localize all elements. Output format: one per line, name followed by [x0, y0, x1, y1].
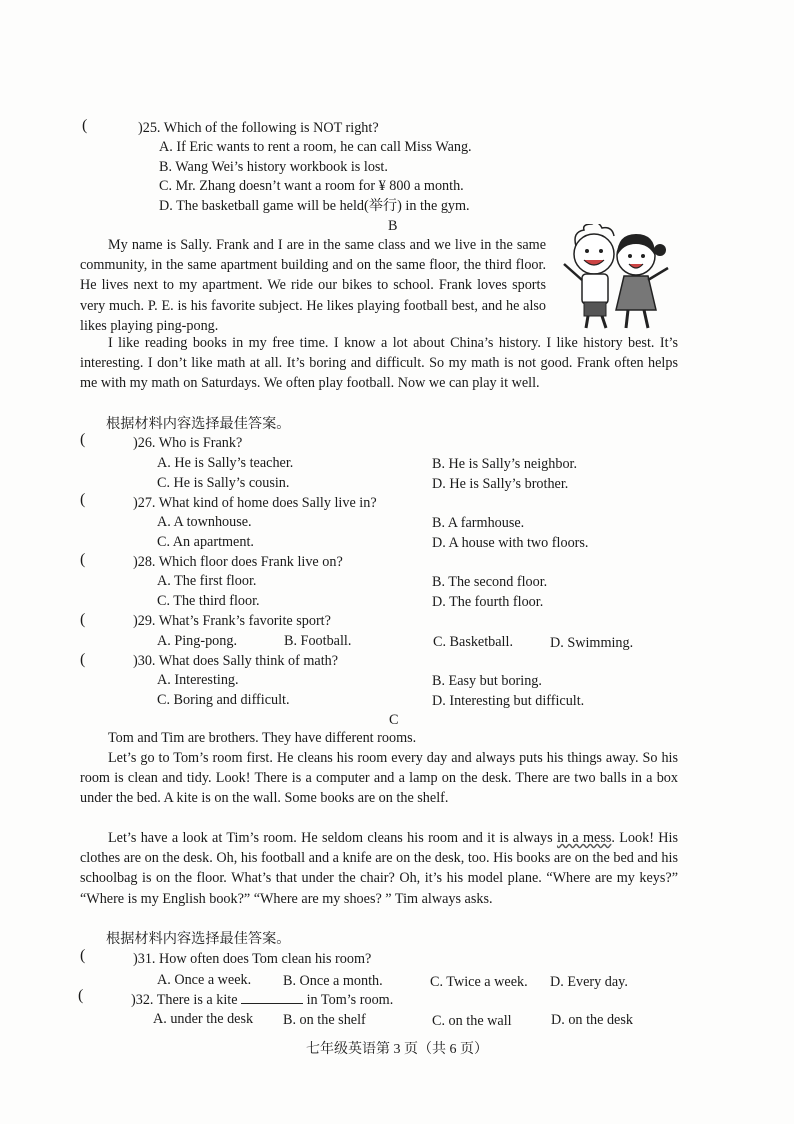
question-31-stem: )31. How often does Tom clean his room?: [133, 951, 372, 967]
passage-c-paragraph-2: [80, 748, 678, 809]
q27-option-c: C. An apartment.: [157, 534, 254, 550]
q28-option-c: C. The third floor.: [157, 593, 260, 609]
q31-option-d: D. Every day.: [550, 974, 628, 990]
question-25-stem: )25. Which of the following is NOT right?: [138, 120, 379, 136]
underlined-phrase: in a mess: [556, 830, 612, 846]
q32-stem-part-b: in Tom’s room.: [303, 992, 394, 1008]
cartoon-children-image: [556, 224, 674, 332]
answer-paren: (: [80, 491, 86, 508]
q25-option-b: B. Wang Wei’s history workbook is lost.: [159, 159, 388, 175]
question-28-stem: )28. Which floor does Frank live on?: [133, 554, 343, 570]
q32-stem-part-a: )32. There is a kite: [131, 992, 242, 1008]
q26-option-a: A. He is Sally’s teacher.: [157, 455, 294, 471]
passage-b-paragraph-1: [80, 235, 546, 336]
instruction-b: 根据材料内容选择最佳答案。: [106, 416, 291, 432]
q25-option-a: A. If Eric wants to rent a room, he can call Miss Wang.: [159, 139, 472, 155]
q32-option-a: A. under the desk: [153, 1011, 254, 1027]
q28-option-b: B. The second floor.: [432, 574, 548, 590]
question-32-stem: [131, 990, 393, 1010]
instruction-c: 根据材料内容选择最佳答案。: [106, 931, 291, 947]
q27-option-a: A. A townhouse.: [157, 514, 252, 530]
answer-paren: (: [82, 117, 88, 134]
q30-option-b: B. Easy but boring.: [432, 673, 542, 689]
page-footer: 七年级英语第 3 页（共 6 页）: [306, 1042, 488, 1057]
passage-c-paragraph-1: [80, 728, 678, 748]
q26-option-b: B. He is Sally’s neighbor.: [432, 456, 578, 472]
q28-option-d: D. The fourth floor.: [432, 594, 544, 610]
passage-c-p1-text: Tom and Tim are brothers. They have different rooms.: [108, 730, 417, 746]
answer-paren: (: [80, 651, 86, 668]
q29-option-b: B. Football.: [284, 633, 352, 649]
q30-option-c: C. Boring and difficult.: [157, 692, 290, 708]
section-c-label: C: [389, 712, 399, 728]
q27-option-d: D. A house with two floors.: [432, 535, 589, 551]
q32-option-c: C. on the wall: [432, 1013, 512, 1029]
question-26-stem: )26. Who is Frank?: [133, 435, 243, 451]
answer-paren: (: [78, 987, 84, 1004]
answer-paren: (: [80, 551, 86, 568]
passage-b-p2-text: I like reading books in my free time. I know a lot about China’s history. I like history best. It’s interesting. I don’t like math at all. It’s boring and difficult. So my math is not good. Frank often helps me with my math on Saturdays. We often play football. Now we can play it well.: [80, 335, 678, 392]
q31-option-c: C. Twice a week.: [430, 974, 528, 990]
answer-paren: (: [80, 611, 86, 628]
q32-option-d: D. on the desk: [551, 1012, 633, 1028]
q25-option-d: D. The basketball game will be held(举行) in the gym.: [159, 198, 470, 214]
passage-b-paragraph-2: [80, 333, 678, 394]
passage-c-p2-text: Let’s go to Tom’s room first. He cleans his room every day and always puts his things away. So his room is clean and tidy. Look! There is a computer and a lamp on the desk. There are two balls in a box under the bed. A kite is on the wall. Some books are on the shelf.: [80, 750, 678, 807]
passage-c-paragraph-3: [80, 828, 678, 909]
q32-option-b: B. on the shelf: [283, 1012, 366, 1028]
q29-option-c: C. Basketball.: [433, 634, 513, 650]
passage-b-p1-text: My name is Sally. Frank and I are in the same class and we live in the same community, in the same apartment building and on the same floor, the third floor. He lives next to my apartment. We ride our bikes to school. Frank loves sports very much. P. E. is his favorite subject. He likes playing football best, and he also likes playing ping-pong.: [80, 237, 546, 334]
q31-option-b: B. Once a month.: [283, 973, 383, 989]
passage-c-p3-text-b: . Look! His clothes are on the desk. Oh, his football and a knife are on the desk, too. His books are on the bed and his schoolbag is on the floor. What’s that under the chair? Oh, it’s his model plane. “Where are my keys?” “Where is my English book?” “Where are my shoes? ” Tim always asks.: [80, 830, 678, 907]
question-27-stem: )27. What kind of home does Sally live in?: [133, 495, 377, 511]
q30-option-d: D. Interesting but difficult.: [432, 693, 585, 709]
question-30-stem: )30. What does Sally think of math?: [133, 653, 339, 669]
q29-option-a: A. Ping-pong.: [157, 633, 238, 649]
q30-option-a: A. Interesting.: [157, 672, 239, 688]
q26-option-d: D. He is Sally’s brother.: [432, 476, 569, 492]
q31-option-a: A. Once a week.: [157, 972, 252, 988]
section-b-label: B: [388, 218, 398, 234]
passage-c-p3-text-a: Let’s have a look at Tim’s room. He seldom cleans his room and it is always: [108, 830, 557, 846]
answer-blank: [241, 991, 303, 1004]
q27-option-b: B. A farmhouse.: [432, 515, 525, 531]
q26-option-c: C. He is Sally’s cousin.: [157, 475, 290, 491]
q29-option-d: D. Swimming.: [550, 635, 634, 651]
answer-paren: (: [80, 947, 86, 964]
answer-paren: (: [80, 431, 86, 448]
q28-option-a: A. The first floor.: [157, 573, 257, 589]
q25-option-c: C. Mr. Zhang doesn’t want a room for ¥ 800 a month.: [159, 178, 464, 194]
question-29-stem: )29. What’s Frank’s favorite sport?: [133, 613, 331, 629]
